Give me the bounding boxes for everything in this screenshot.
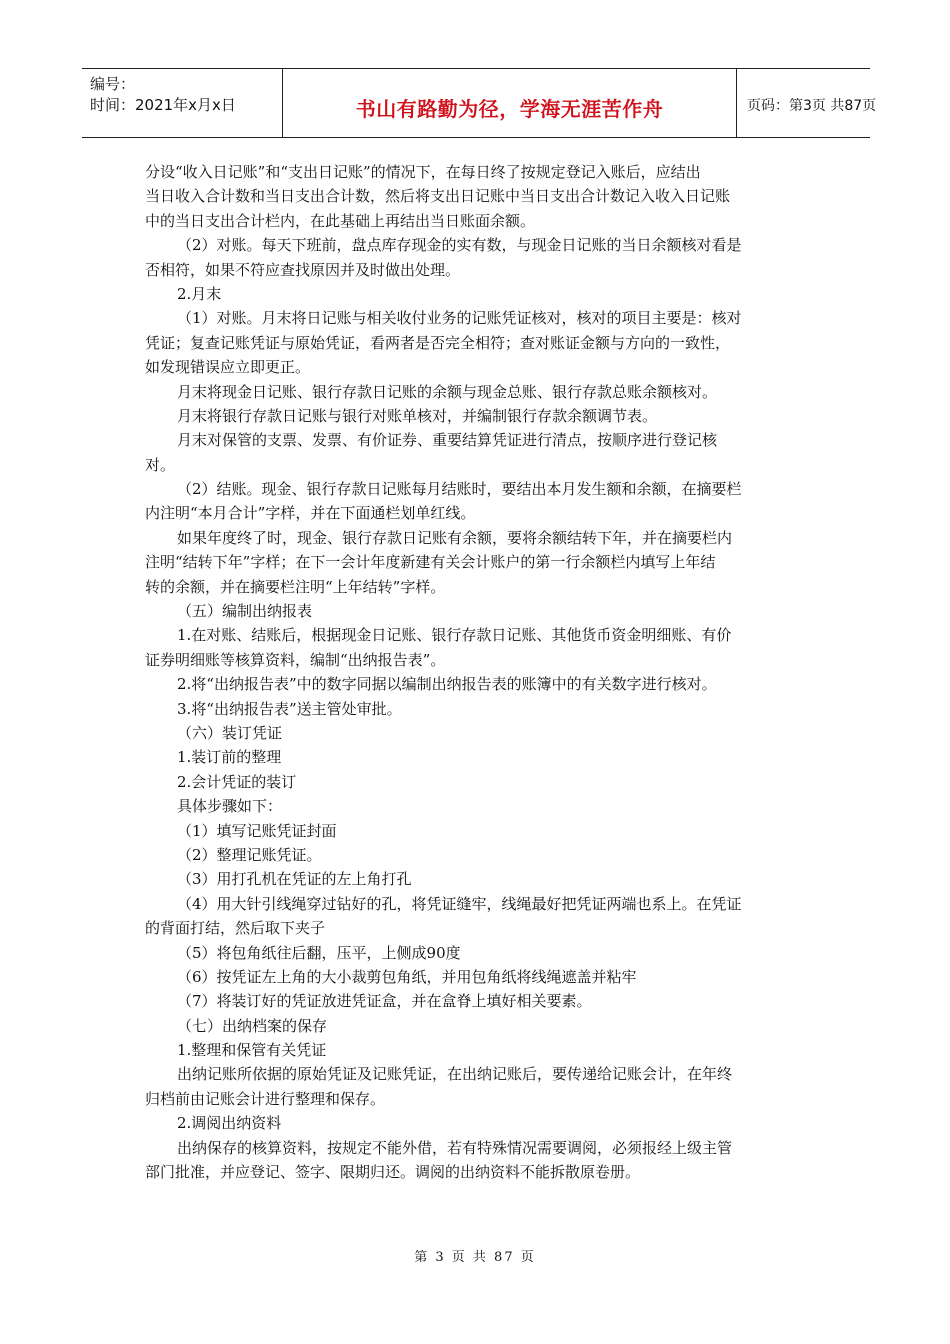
body-line: 中的当日支出合计栏内，在此基础上再结出当日账面余额。 [145, 211, 536, 230]
header-page-info: 页码：第3页 共87页 [747, 98, 877, 114]
body-line: 2.将“出纳报告表”中的数字同据以编制出纳报告表的账簿中的有关数字进行核对。 [177, 675, 717, 694]
body-line: 月末对保管的支票、发票、有价证券、重要结算凭证进行清点，按顺序进行登记核 [177, 431, 718, 450]
body-line: 3.将“出纳报告表”送主管处审批。 [177, 699, 402, 718]
body-line: 1.在对账、结账后，根据现金日记账、银行存款日记账、其他货币资金明细账、有价 [177, 626, 732, 645]
body-line: （六）装订凭证 [177, 723, 283, 742]
body-line: （五）编制出纳报表 [177, 602, 313, 621]
body-line: 2.调阅出纳资料 [177, 1114, 282, 1133]
body-line: 内注明“本月合计”字样，并在下面通栏划单红线。 [145, 504, 476, 523]
body-line: 如发现错误应立即更正。 [145, 358, 311, 377]
body-line: 分设“收入日记账”和“支出日记账”的情况下，在每日终了按规定登记入账后，应结出 [145, 163, 701, 181]
body-line: 归档前由记账会计进行整理和保存。 [145, 1089, 386, 1108]
page-header [82, 68, 877, 138]
time-label: 时间：2021年x月x日 [90, 96, 236, 114]
document-body [145, 160, 817, 1184]
header-meta [82, 69, 282, 137]
body-line: （2）结账。现金、银行存款日记账每月结账时，要结出本月发生额和余额，在摘要栏 [177, 480, 742, 499]
body-line: 2.会计凭证的装订 [177, 772, 297, 791]
body-line: （4）用大针引线绳穿过钻好的孔，将凭证缝牢，线绳最好把凭证两端也系上。在凭证 [177, 894, 742, 913]
body-line: 对。 [145, 455, 176, 474]
body-line: 2.月末 [177, 284, 222, 303]
body-line: 出纳记账所依据的原始凭证及记账凭证，在出纳记账后，要传递给记账会计，在年终 [177, 1065, 733, 1084]
page-footer: 第 3 页 共 87 页 [414, 1250, 536, 1265]
body-line: 部门批准，并应登记、签字、限期归还。调阅的出纳资料不能拆散原卷册。 [145, 1163, 641, 1182]
body-line: （1）对账。月末将日记账与相关收付业务的记账凭证核对，核对的项目主要是：核对 [177, 309, 742, 328]
body-line: 具体步骤如下： [177, 797, 283, 816]
header-motto-cell [282, 69, 737, 137]
body-line: （5）将包角纸往后翻，压平，上侧成90度 [177, 943, 461, 962]
body-line: （2）整理记账凭证。 [177, 845, 322, 864]
body-line: 注明“结转下年”字样；在下一会计年度新建有关会计账户的第一行余额栏内填写上年结 [145, 553, 716, 572]
body-line: 1.装订前的整理 [177, 748, 282, 767]
body-line: （3）用打孔机在凭证的左上角打孔 [177, 870, 412, 889]
body-line: 月末将银行存款日记账与银行对账单核对，并编制银行存款余额调节表。 [177, 406, 658, 425]
body-line: 证券明细账等核算资料，编制“出纳报告表”。 [145, 650, 446, 669]
body-line: 的背面打结，然后取下夹子 [145, 919, 326, 938]
body-line: 凭证；复查记账凭证与原始凭证，看两者是否完全相符；查对账证金额与方向的一致性， [145, 333, 731, 352]
body-line: 月末将现金日记账、银行存款日记账的余额与现金总账、银行存款总账余额核对。 [177, 382, 718, 401]
code-label: 编号： [90, 75, 136, 93]
body-line: 否相符，如果不符应查找原因并及时做出处理。 [145, 260, 461, 279]
body-line: 如果年度终了时，现金、银行存款日记账有余额，要将余额结转下年，并在摘要栏内 [177, 528, 733, 547]
body-line: （七）出纳档案的保存 [177, 1016, 328, 1035]
body-line: （1）填写记账凭证封面 [177, 821, 337, 840]
motto-text: 书山有路勤为径，学海无涯苦作舟 [355, 97, 664, 121]
body-line: （6）按凭证左上角的大小裁剪包角纸，并用包角纸将线绳遮盖并粘牢 [177, 967, 637, 986]
body-line: 1.整理和保管有关凭证 [177, 1041, 327, 1060]
body-line: 转的余额，并在摘要栏注明“上年结转”字样。 [145, 577, 446, 596]
body-line: 当日收入合计数和当日支出合计数，然后将支出日记账中当日支出合计数记入收入日记账 [145, 187, 731, 206]
body-line: （7）将装订好的凭证放进凭证盒，并在盒脊上填好相关要素。 [177, 992, 592, 1011]
body-line: （2）对账。每天下班前，盘点库存现金的实有数，与现金日记账的当日余额核对看是 [177, 236, 742, 255]
body-line: 出纳保存的核算资料，按规定不能外借，若有特殊情况需要调阅，必须报经上级主管 [177, 1138, 733, 1157]
